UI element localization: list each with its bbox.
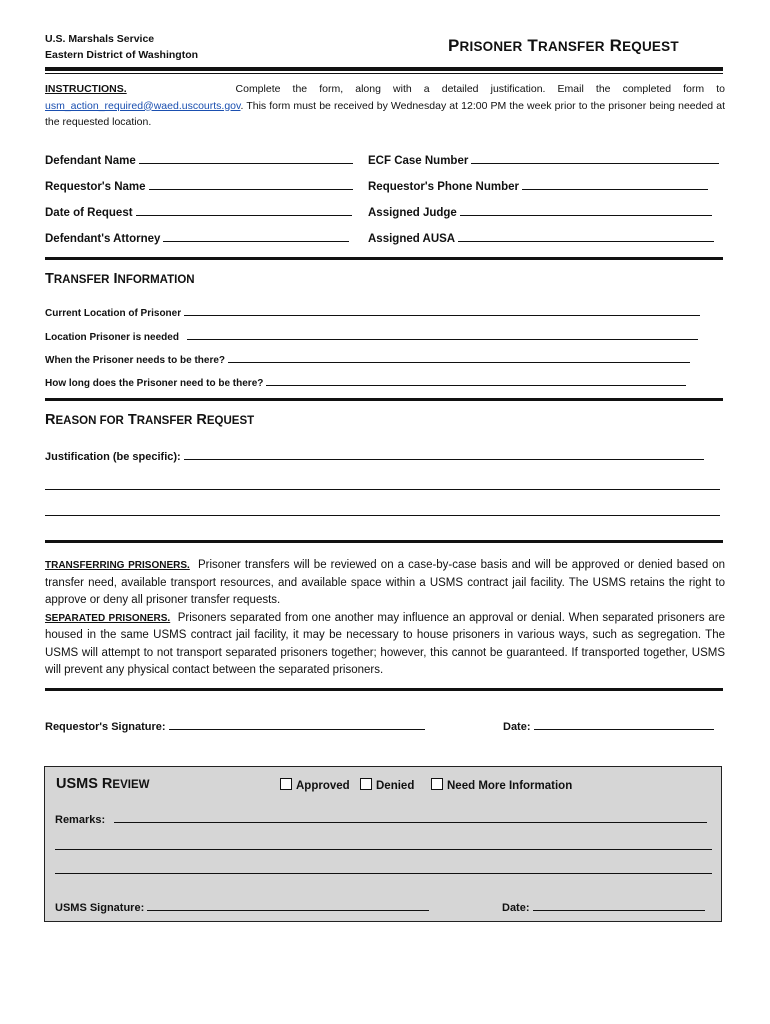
- ecf-case-number-field[interactable]: ECF Case Number: [368, 151, 719, 167]
- section-rule-1: [45, 257, 723, 260]
- section-rule-2: [45, 398, 723, 401]
- current-location-line[interactable]: [184, 305, 700, 316]
- policy-text: [45, 557, 725, 680]
- requestor-signature-field[interactable]: Requestor's Signature:: [45, 717, 425, 733]
- remarks-line-3[interactable]: [55, 872, 712, 874]
- usms-date-field[interactable]: Date:: [502, 898, 705, 914]
- remarks-line-1[interactable]: [114, 810, 707, 823]
- section-rule-3: [45, 540, 723, 543]
- ecf-case-number-line[interactable]: [471, 151, 719, 164]
- requestor-date-line[interactable]: [534, 717, 714, 730]
- remarks-line-2[interactable]: [55, 848, 712, 850]
- separated-paragraph: SEPARATED PRISONERS. Prisoners separated from one another may influence an approval or denial. When separated prisoners are housed in the same USMS contract jail facility, it may be necessary to house prisoners in various ways, such as segregation. The USMS will attempt to not transport separated prisoners together; however, this cannot be guaranteed. If transported together, USMS will prevent any physical contact between the separated prisoners.: [45, 611, 725, 676]
- usms-review-heading: USMS REVIEW: [56, 776, 150, 792]
- date-of-request-field[interactable]: Date of Request: [45, 203, 352, 219]
- usms-date-line[interactable]: [533, 898, 705, 911]
- justification-line-1[interactable]: [184, 447, 704, 460]
- header-rule-thick: [45, 67, 723, 71]
- current-location-field[interactable]: Current Location of Prisoner: [45, 305, 700, 319]
- when-needed-line[interactable]: [228, 352, 690, 363]
- requestor-signature-line[interactable]: [169, 717, 425, 730]
- assigned-ausa-line[interactable]: [458, 229, 714, 242]
- justification-field[interactable]: Justification (be specific):: [45, 447, 704, 463]
- defendant-name-line[interactable]: [139, 151, 353, 164]
- justification-line-2[interactable]: [45, 488, 720, 490]
- header-rule-thin: [45, 73, 723, 74]
- requestor-phone-field[interactable]: Requestor's Phone Number: [368, 177, 708, 193]
- email-link[interactable]: usm_action_required@waed.uscourts.gov: [45, 99, 241, 112]
- defendant-attorney-line[interactable]: [163, 229, 349, 242]
- denied-option[interactable]: Denied: [360, 778, 414, 792]
- reason-heading: REASON FOR TRANSFER REQUEST: [45, 412, 255, 428]
- usms-signature-line[interactable]: [147, 898, 429, 911]
- usms-signature-field[interactable]: USMS Signature:: [55, 898, 429, 914]
- location-needed-line[interactable]: [187, 329, 698, 340]
- how-long-field[interactable]: How long does the Prisoner need to be there?: [45, 375, 686, 389]
- transferring-paragraph: TRANSFERRING PRISONERS. Prisoner transfers will be reviewed on a case-by-case basis and will be approved or denied based on transfer need, available transport resources, and available space within a USMS contract jail facility. The USMS retains the right to approve or deny all prisoner transfer requests.: [45, 559, 726, 606]
- requestor-phone-line[interactable]: [522, 177, 708, 190]
- agency-header: [45, 31, 198, 63]
- need-more-info-option[interactable]: Need More Information: [431, 778, 572, 792]
- requestor-name-line[interactable]: [149, 177, 353, 190]
- defendant-name-field[interactable]: Defendant Name: [45, 151, 353, 167]
- requestor-date-field[interactable]: Date:: [503, 717, 714, 733]
- location-needed-field[interactable]: Location Prisoner is needed: [45, 329, 698, 343]
- assigned-ausa-field[interactable]: Assigned AUSA: [368, 229, 714, 245]
- assigned-judge-field[interactable]: Assigned Judge: [368, 203, 712, 219]
- how-long-line[interactable]: [266, 375, 686, 386]
- section-rule-4: [45, 688, 723, 691]
- approved-option[interactable]: Approved: [280, 778, 350, 792]
- instructions-label: INSTRUCTIONS.: [45, 83, 127, 95]
- need-more-info-checkbox[interactable]: [431, 778, 443, 790]
- transfer-info-heading: TRANSFER INFORMATION: [45, 271, 195, 287]
- assigned-judge-line[interactable]: [460, 203, 712, 216]
- form-title: PRISONER TRANSFER REQUEST: [448, 36, 679, 55]
- requestor-name-field[interactable]: Requestor's Name: [45, 177, 353, 193]
- remarks-field[interactable]: Remarks:: [55, 810, 707, 826]
- instructions: INSTRUCTIONS. Complete the form, along with a detailed justification. Email the completed form to usm_action_required@waed.uscourts.gov. This form must be received by Wednesday at 12:00 PM the week prior to the prisoner being needed at the requested location.: [45, 83, 725, 128]
- date-of-request-line[interactable]: [136, 203, 352, 216]
- when-needed-field[interactable]: When the Prisoner needs to be there?: [45, 352, 690, 366]
- district-name: Eastern District of Washington: [45, 49, 199, 61]
- approved-checkbox[interactable]: [280, 778, 292, 790]
- defendant-attorney-field[interactable]: Defendant's Attorney: [45, 229, 349, 245]
- justification-line-3[interactable]: [45, 514, 720, 516]
- denied-checkbox[interactable]: [360, 778, 372, 790]
- agency-name: U.S. Marshals Service: [45, 33, 155, 45]
